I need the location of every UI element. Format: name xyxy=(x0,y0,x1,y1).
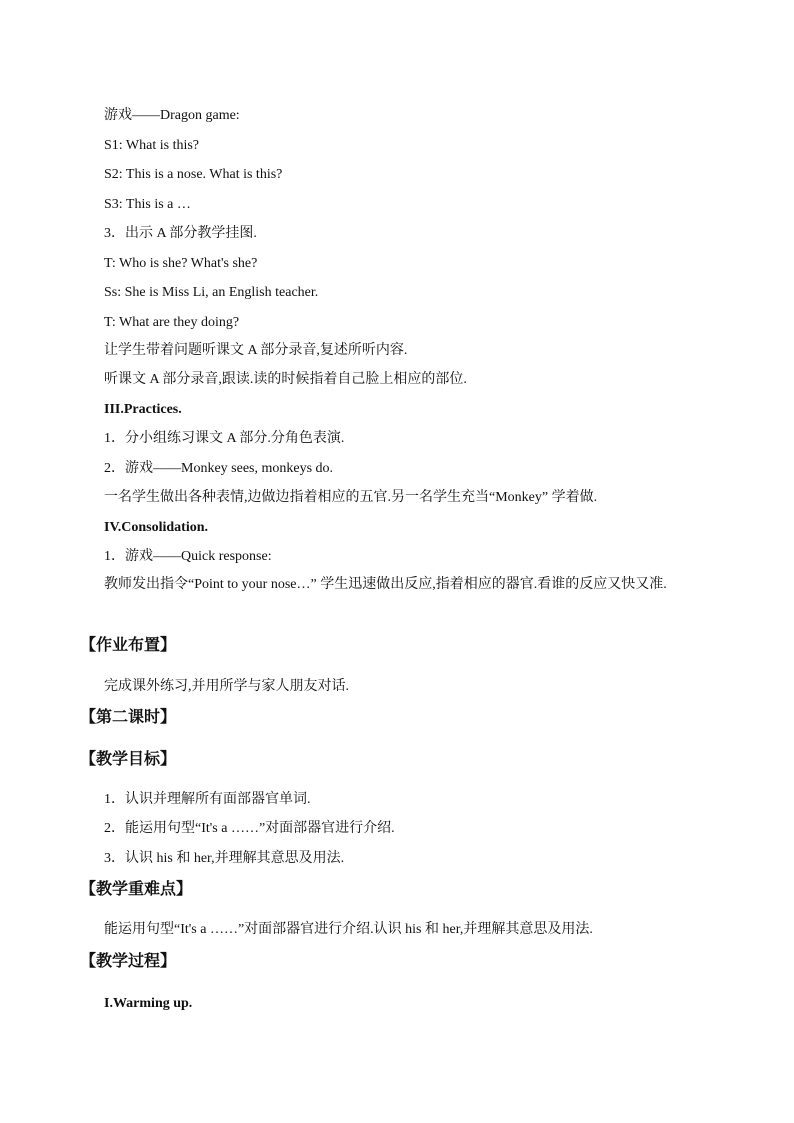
text-paragraph: 教师发出指令“Point to your nose…” 学生迅速做出反应,指着相应的器官.看谁的反应又快又准. xyxy=(104,577,667,592)
text-line: 听课文 A 部分录音,跟读.读的时候指着自己脸上相应的部位. xyxy=(104,372,467,387)
process-heading: 【教学过程】 xyxy=(80,951,177,970)
text-line: S2: This is a nose. What is this? xyxy=(104,167,283,182)
text-line: 一名学生做出各种表情,边做边指着相应的五官.另一名学生充当“Monkey” 学着做. xyxy=(104,490,598,505)
homework-text: 完成课外练习,并用所学与家人朋友对话. xyxy=(104,679,349,694)
text-line: S3: This is a … xyxy=(104,197,191,212)
objective-item: 1．认识并理解所有面部器官单词. xyxy=(104,792,311,807)
section-heading: III.Practices. xyxy=(104,402,182,417)
keypoints-heading: 【教学重难点】 xyxy=(80,879,193,898)
warming-up-heading: I.Warming up. xyxy=(104,996,193,1011)
text-line: S1: What is this? xyxy=(104,138,200,153)
objectives-heading: 【教学目标】 xyxy=(80,749,177,768)
text-line: 3．出示 A 部分教学挂图. xyxy=(104,226,257,241)
keypoints-text: 能运用句型“It's a ……”对面部器官进行介绍.认识 his 和 her,并理解其意思及用法. xyxy=(104,922,593,937)
text-line: T: Who is she? What's she? xyxy=(104,256,258,271)
objective-item: 2．能运用句型“It's a ……”对面部器官进行介绍. xyxy=(104,821,395,836)
text-line: 让学生带着问题听课文 A 部分录音,复述所听内容. xyxy=(104,343,408,358)
text-line: 游戏——Dragon game: xyxy=(104,108,240,123)
section-heading: IV.Consolidation. xyxy=(104,520,209,535)
text-line: T: What are they doing? xyxy=(104,315,240,330)
text-line: 2．游戏——Monkey sees, monkeys do. xyxy=(104,461,334,476)
text-line: 1．分小组练习课文 A 部分.分角色表演. xyxy=(104,431,345,446)
lesson2-heading: 【第二课时】 xyxy=(80,707,177,726)
text-line: Ss: She is Miss Li, an English teacher. xyxy=(104,285,319,300)
objective-item: 3．认识 his 和 her,并理解其意思及用法. xyxy=(104,851,345,866)
homework-heading: 【作业布置】 xyxy=(80,635,177,654)
text-line: 1．游戏——Quick response: xyxy=(104,549,272,564)
